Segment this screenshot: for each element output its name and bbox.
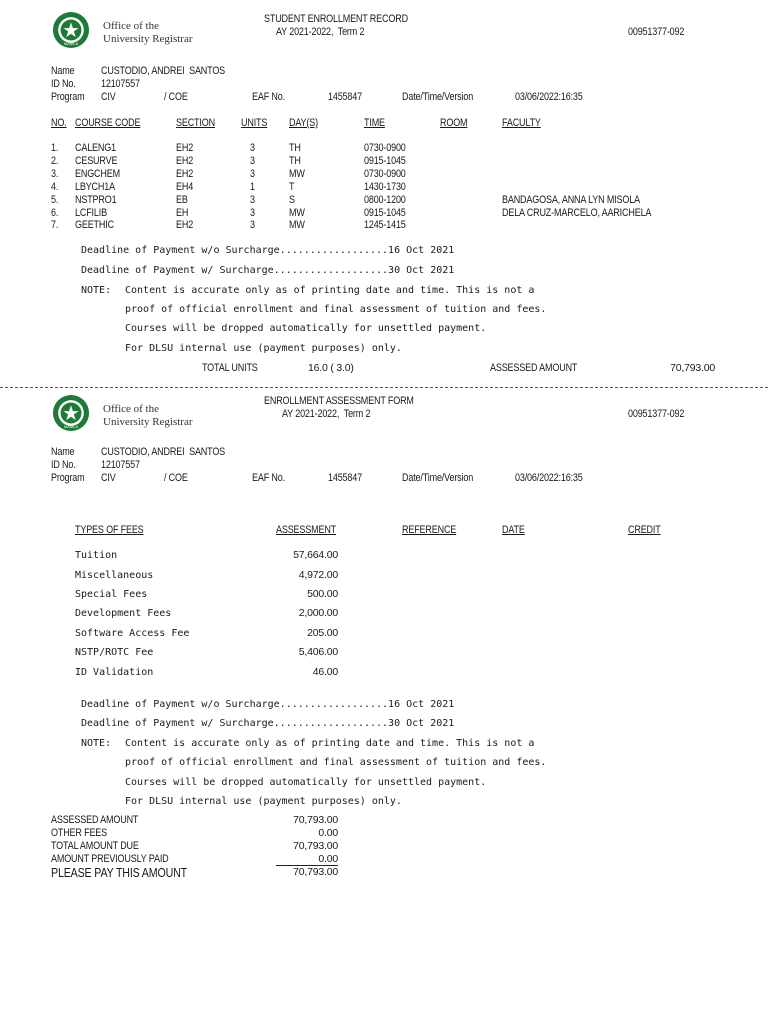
record-ref: 00951377-092 [628,26,685,38]
col-section: SECTION [176,117,215,129]
note-line4: For DLSU internal use (payment purposes) only. [125,796,402,807]
college-value: / COE [164,472,188,484]
student-id: 12107557 [101,78,140,90]
id-label: ID No. [51,459,76,471]
office-line1: Office of the [103,403,159,415]
course-days: TH [289,155,301,167]
dtv-label: Date/Time/Version [402,472,474,484]
course-section: EH2 [176,168,194,180]
col-units: UNITS [241,117,268,129]
course-no: 3. [51,168,59,180]
student-name: CUSTODIO, ANDREI SANTOS [101,446,226,458]
course-time: 0915-1045 [364,207,406,219]
program-value: CIV [101,472,116,484]
note-line4: For DLSU internal use (payment purposes) only. [125,343,402,354]
course-no: 4. [51,181,59,193]
summary-value: 70,793.00 [293,814,338,826]
fee-type: Development Fees [75,608,172,619]
course-code: CALENG1 [75,142,116,154]
total-units-label: TOTAL UNITS [202,362,258,374]
cut-line-divider [0,387,768,388]
course-section: EH4 [176,181,194,193]
id-label: ID No. [51,78,76,90]
col-time: TIME [364,117,385,129]
col-assessment: ASSESSMENT [276,524,337,536]
assessment-ref: 00951377-092 [628,408,685,420]
summary-value: 0.00 [318,827,338,839]
course-code: LBYCH1A [75,181,115,193]
record-ay: AY 2021-2022, Term 2 [276,26,365,38]
seal-text: MANILA [63,42,79,47]
note-line1: Content is accurate only as of printing date and time. This is not a [125,285,535,296]
course-days: TH [289,142,301,154]
note-label: NOTE: [81,285,112,296]
fee-type: Tuition [75,550,118,561]
fee-type: Software Access Fee [75,628,190,639]
assessed-amount-value: 70,793.00 [670,362,715,374]
course-section: EH2 [176,155,194,167]
note-label: NOTE: [81,738,112,749]
course-units: 3 [250,155,255,167]
course-code: LCFILIB [75,207,107,219]
office-line2: University Registrar [103,33,193,45]
university-seal-icon [52,11,90,49]
fee-amount: 500.00 [307,588,338,600]
course-units: 3 [250,142,255,154]
course-no: 7. [51,219,59,231]
summary-label: ASSESSED AMOUNT [51,814,139,826]
deadline-with-surcharge: Deadline of Payment w/ Surcharge...................30 Oct 2021 [81,718,455,729]
summary-label: OTHER FEES [51,827,108,839]
col-faculty: FACULTY [502,117,541,129]
fee-amount: 57,664.00 [293,549,338,561]
course-days: T [289,181,295,193]
deadline-no-surcharge: Deadline of Payment w/o Surcharge..................16 Oct 2021 [81,245,455,256]
course-faculty: BANDAGOSA, ANNA LYN MISOLA [502,194,640,206]
program-label: Program [51,91,85,103]
course-section: EB [176,194,188,206]
col-date: DATE [502,524,525,536]
col-types-of-fees: TYPES OF FEES [75,524,144,536]
course-units: 3 [250,194,255,206]
course-days: MW [289,219,305,231]
col-credit: CREDIT [628,524,661,536]
course-time: 0730-0900 [364,168,406,180]
summary-label: TOTAL AMOUNT DUE [51,840,139,852]
dtv-value: 03/06/2022:16:35 [515,91,583,103]
course-code: ENGCHEM [75,168,120,180]
course-no: 1. [51,142,59,154]
dtv-label: Date/Time/Version [402,91,474,103]
deadline-no-surcharge: Deadline of Payment w/o Surcharge..................16 Oct 2021 [81,699,455,710]
seal-text: MANILA [63,425,79,430]
course-section: EH [176,207,189,219]
course-units: 1 [250,181,255,193]
please-pay-label: PLEASE PAY THIS AMOUNT [51,865,188,880]
eaf-label: EAF No. [252,91,285,103]
course-units: 3 [250,207,255,219]
col-room: ROOM [440,117,468,129]
note-line1: Content is accurate only as of printing date and time. This is not a [125,738,535,749]
course-no: 5. [51,194,59,206]
course-units: 3 [250,168,255,180]
program-value: CIV [101,91,116,103]
course-code: GEETHIC [75,219,114,231]
assessment-ay: AY 2021-2022, Term 2 [282,408,371,420]
col-no: NO. [51,117,67,129]
eaf-value: 1455847 [328,91,362,103]
fee-type: Miscellaneous [75,570,154,581]
course-section: EH2 [176,219,194,231]
course-days: MW [289,168,305,180]
office-line1: Office of the [103,20,159,32]
summary-label: AMOUNT PREVIOUSLY PAID [51,853,169,865]
fee-amount: 46.00 [312,666,338,678]
fee-type: ID Validation [75,667,154,678]
course-code: NSTPRO1 [75,194,117,206]
deadline-with-surcharge: Deadline of Payment w/ Surcharge...................30 Oct 2021 [81,265,455,276]
course-time: 1430-1730 [364,181,406,193]
course-time: 0800-1200 [364,194,406,206]
assessment-title: ENROLLMENT ASSESSMENT FORM [264,395,414,407]
summary-value: 70,793.00 [293,840,338,852]
course-no: 6. [51,207,59,219]
course-code: CESURVE [75,155,118,167]
fee-amount: 5,406.00 [298,646,338,658]
dtv-value: 03/06/2022:16:35 [515,472,583,484]
col-reference: REFERENCE [402,524,457,536]
student-id: 12107557 [101,459,140,471]
fee-type: NSTP/ROTC Fee [75,647,154,658]
eaf-value: 1455847 [328,472,362,484]
course-days: MW [289,207,305,219]
program-label: Program [51,472,85,484]
total-units-value: 16.0 ( 3.0) [308,362,354,374]
university-seal-icon [52,394,90,432]
summary-value: 0.00 [318,853,338,865]
fee-amount: 2,000.00 [298,607,338,619]
record-title: STUDENT ENROLLMENT RECORD [264,13,408,25]
course-units: 3 [250,219,255,231]
student-name: CUSTODIO, ANDREI SANTOS [101,65,226,77]
please-pay-value: 70,793.00 [276,865,338,879]
course-days: S [289,194,295,206]
col-course-code: COURSE CODE [75,117,141,129]
note-line3: Courses will be dropped automatically for unsettled payment. [125,777,487,788]
col-days: DAY(S) [289,117,318,129]
course-no: 2. [51,155,59,167]
note-line3: Courses will be dropped automatically for unsettled payment. [125,323,487,334]
college-value: / COE [164,91,188,103]
name-label: Name [51,446,75,458]
course-faculty: DELA CRUZ-MARCELO, AARICHELA [502,207,652,219]
course-section: EH2 [176,142,194,154]
assessed-amount-label: ASSESSED AMOUNT [490,362,578,374]
eaf-label: EAF No. [252,472,285,484]
fee-type: Special Fees [75,589,148,600]
note-line2: proof of official enrollment and final assessment of tuition and fees. [125,304,547,315]
fee-amount: 4,972.00 [298,569,338,581]
name-label: Name [51,65,75,77]
course-time: 0730-0900 [364,142,406,154]
note-line2: proof of official enrollment and final assessment of tuition and fees. [125,757,547,768]
fee-amount: 205.00 [307,627,338,639]
office-line2: University Registrar [103,416,193,428]
course-time: 1245-1415 [364,219,406,231]
course-time: 0915-1045 [364,155,406,167]
